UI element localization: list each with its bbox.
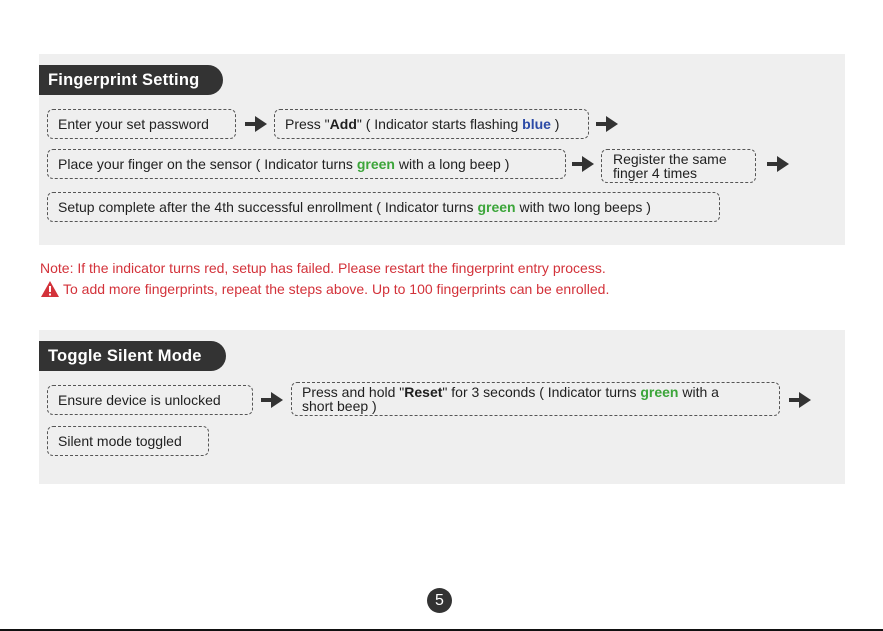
step-enter-password-text: Enter your set password (58, 116, 209, 132)
toggle-silent-mode-panel (39, 330, 845, 484)
fingerprint-setting-panel (39, 54, 845, 245)
step-silent-toggled (47, 426, 209, 456)
step-enter-password (47, 109, 236, 139)
step-ensure-unlocked-text: Ensure device is unlocked (58, 392, 221, 408)
warning-icon (40, 280, 60, 298)
step-ensure-unlocked (47, 385, 253, 415)
arrow-right-icon (767, 156, 789, 172)
arrow-right-icon (261, 392, 283, 408)
step-place-finger-text: Place your finger on the sensor ( Indicator turns green with a long beep ) (58, 156, 510, 172)
arrow-right-icon (596, 116, 618, 132)
fingerprint-setting-title: Fingerprint Setting (39, 65, 223, 95)
failure-note: Note: If the indicator turns red, setup has failed. Please restart the fingerprint entry process. (40, 260, 606, 276)
step-register-line1: Register the same (613, 151, 727, 167)
add-more-note (40, 280, 609, 298)
step-press-hold-reset (291, 382, 780, 416)
step-setup-complete-text: Setup complete after the 4th successful enrollment ( Indicator turns green with two long beeps ) (58, 199, 651, 215)
step-silent-toggled-text: Silent mode toggled (58, 433, 182, 449)
arrow-right-icon (572, 156, 594, 172)
add-more-note-text: To add more fingerprints, repeat the steps above. Up to 100 fingerprints can be enrolled. (63, 281, 610, 297)
step-setup-complete (47, 192, 720, 222)
step-register-four-times (601, 149, 756, 183)
step-press-add (274, 109, 589, 139)
arrow-right-icon (789, 392, 811, 408)
page-number-badge: 5 (427, 588, 452, 613)
step-press-hold-reset-line1: Press and hold "Reset" for 3 seconds ( Indicator turns green with a (302, 384, 719, 400)
arrow-right-icon (245, 116, 267, 132)
toggle-silent-mode-title: Toggle Silent Mode (39, 341, 226, 371)
step-register-line2: finger 4 times (613, 165, 698, 181)
step-press-hold-reset-line2: short beep ) (302, 398, 377, 414)
step-place-finger (47, 149, 566, 179)
step-press-add-text: Press "Add" ( Indicator starts flashing blue ) (285, 116, 560, 132)
